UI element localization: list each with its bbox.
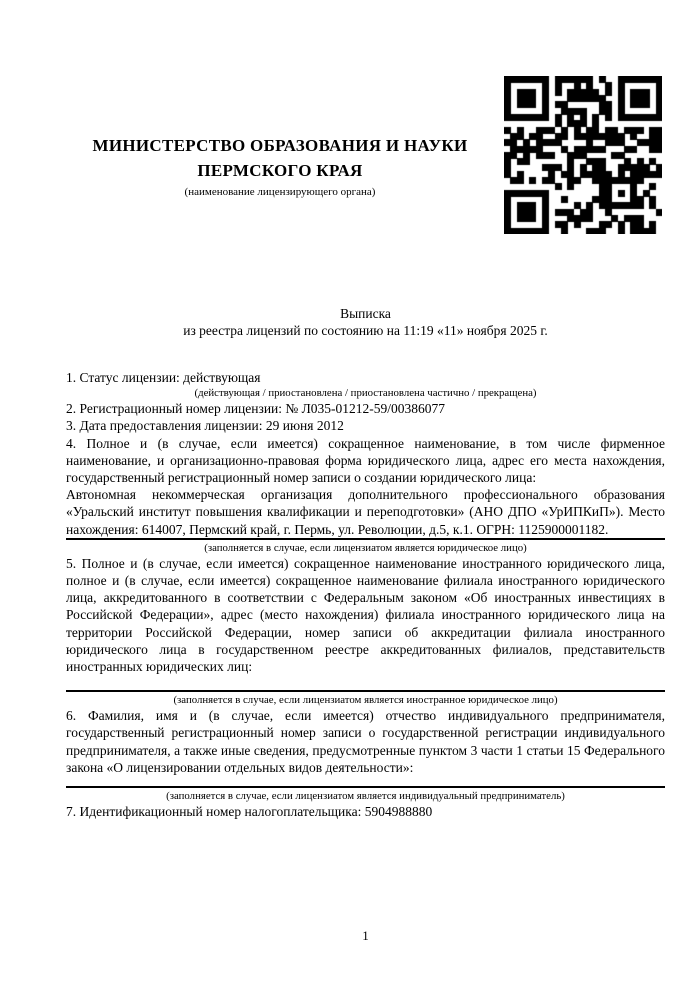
item-1-caption: (действующая / приостановлена / приостановлена частично / прекращена): [194, 387, 537, 400]
qr-code-icon: [504, 76, 662, 234]
item-5-empty-value-space: [66, 675, 665, 690]
item-7-taxpayer-number: 7. Идентификационный номер налогоплательщика: 5904988880: [66, 804, 433, 820]
doc-subtitle: из реестра лицензий по состоянию на 11:19 «11» ноября 2025 г.: [183, 323, 548, 339]
ministry-name-caption: (наименование лицензирующего органа): [184, 186, 376, 198]
item-4-legal-entity-label: 4. Полное и (в случае, если имеется) сокращенное наименование, в том числе фирменное наименование, и организационно-правовая форма юридического лица, адрес его места нахождения, государственный регистрационный номер записи о создании юридического лица:: [66, 435, 665, 486]
item-3-license-date: 3. Дата предоставления лицензии: 29 июня 2012: [66, 418, 344, 434]
item-6-entrepreneur: 6. Фамилия, имя и (в случае, если имеется) отчество индивидуального предпринимателя, государственный регистрационный номер записи о государственной регистрации индивидуального предпринимателя, а также иные сведения, предусмотренные пунктом 3 части 1 статьи 15 Федерального закона «О лицензировании отдельных видов деятельности»:: [66, 708, 665, 775]
page-number: 1: [362, 928, 369, 943]
ministry-title-block: [40, 133, 520, 199]
item-5-foreign-entity: 5. Полное и (в случае, если имеется) сокращенное наименование иностранного юридического лица, полное и (в случае, если имеется) сокращенное наименование филиала иностранного юридического лица, аккредитованного в соответствии с Федеральным законом «Об иностранных инвестициях в Российской Федерации», адрес (место нахождения) филиала иностранного юридического лица на территории Российской Федерации, номер записи об аккредитации филиала иностранного юридического лица в государственном реестре аккредитованных филиалов, представительств иностранных юридических лиц:: [66, 555, 665, 675]
item-4-divider-line: [66, 538, 665, 540]
ministry-name-line1: МИНИСТЕРСТВО ОБРАЗОВАНИЯ И НАУКИ: [92, 136, 468, 155]
item-4-caption: (заполняется в случае, если лицензиатом является юридическое лицо): [204, 541, 527, 554]
doc-title-block: [66, 305, 665, 339]
ministry-name-line2: ПЕРМСКОГО КРАЯ: [197, 161, 363, 180]
doc-title: Выписка: [340, 306, 391, 321]
item-5-caption: (заполняется в случае, если лицензиатом является иностранное юридическое лицо): [173, 694, 558, 707]
item-6-caption: (заполняется в случае, если лицензиатом является индивидуальный предприниматель): [166, 790, 565, 803]
item-6-divider-line: [66, 786, 665, 788]
item-5-divider-line: [66, 690, 665, 692]
item-2-registration-number: 2. Регистрационный номер лицензии: № Л035-01212-59/00386077: [66, 401, 446, 417]
item-4-legal-entity-value: Автономная некоммерческая организация дополнительного профессионального образования «Уральский институт повышения квалификации и переподготовки» (АНО ДПО «УрИПКиП»). Место нахождения: 614007, Пермский край, г. Пермь, ул. Революции, д.5, к.1. ОГРН: 1125900001182.: [66, 487, 665, 537]
item-1-license-status: 1. Статус лицензии: действующая: [66, 370, 261, 385]
document-body: [66, 369, 665, 820]
